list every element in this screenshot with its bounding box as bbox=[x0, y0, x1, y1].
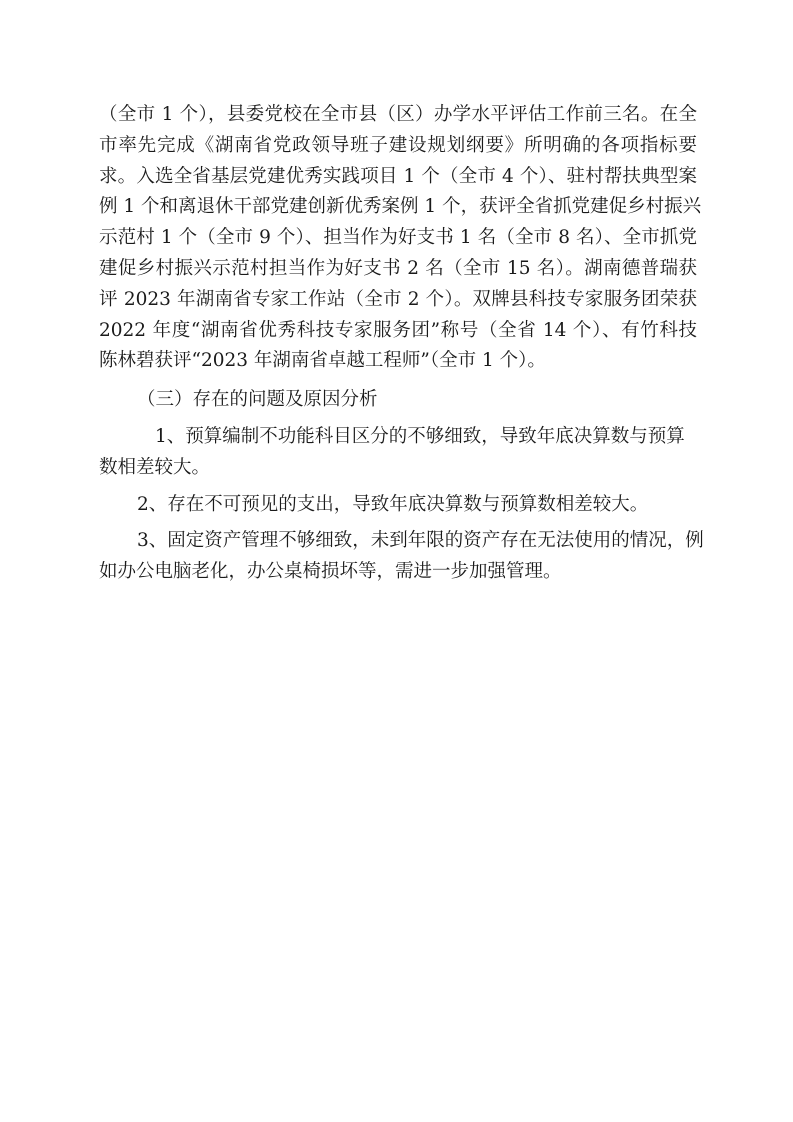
paragraph-line: 例 1 个和离退休干部党建创新优秀案例 1 个，获评全省抓党建促乡村振兴 bbox=[99, 196, 702, 218]
paragraph-line: 评 2023 年湖南省专家工作站（全市 2 个）。双牌县科技专家服务团荣获 bbox=[99, 288, 697, 310]
paragraph-line: 2022 年度“湖南省优秀科技专家服务团”称号（全省 14 个）、有竹科技 bbox=[99, 319, 697, 341]
problem-item-2 bbox=[99, 490, 697, 521]
document-body bbox=[99, 100, 704, 588]
item-line: 3、固定资产管理不够细致，未到年限的资产存在无法使用的情况，例 bbox=[137, 530, 704, 552]
item-line: 1、预算编制不功能科目区分的不够细致，导致年底决算数与预算 bbox=[155, 425, 685, 447]
problem-item-3 bbox=[99, 526, 704, 588]
paragraph-line: 求。入选全省基层党建优秀实践项目 1 个（全市 4 个）、驻村帮扶典型案 bbox=[99, 165, 697, 187]
item-line: 数相差较大。 bbox=[99, 456, 211, 478]
paragraph-line: 示范村 1 个（全市 9 个）、担当作为好支书 1 名（全市 8 名）、全市抓党 bbox=[99, 227, 697, 249]
paragraph-line: 陈林碧获评“2023 年湖南省卓越工程师”（全市 1 个）。 bbox=[99, 350, 546, 372]
paragraph-line: 市率先完成《湖南省党政领导班子建设规划纲要》所明确的各项指标要 bbox=[99, 134, 697, 156]
section-heading: （三）存在的问题及原因分析 bbox=[137, 389, 378, 411]
paragraph-line: （全市 1 个），县委党校在全市县（区）办学水平评估工作前三名。在全 bbox=[99, 104, 697, 125]
paragraph-achievements bbox=[99, 100, 702, 377]
item-line: 2、存在不可预见的支出，导致年底决算数与预算数相差较大。 bbox=[137, 493, 649, 515]
paragraph-line: 建促乡村振兴示范村担当作为好支书 2 名（全市 15 名）。湖南德普瑞获 bbox=[99, 257, 697, 279]
problem-item-1 bbox=[99, 422, 697, 484]
item-line: 如办公电脑老化，办公桌椅损坏等，需进一步加强管理。 bbox=[99, 561, 562, 583]
